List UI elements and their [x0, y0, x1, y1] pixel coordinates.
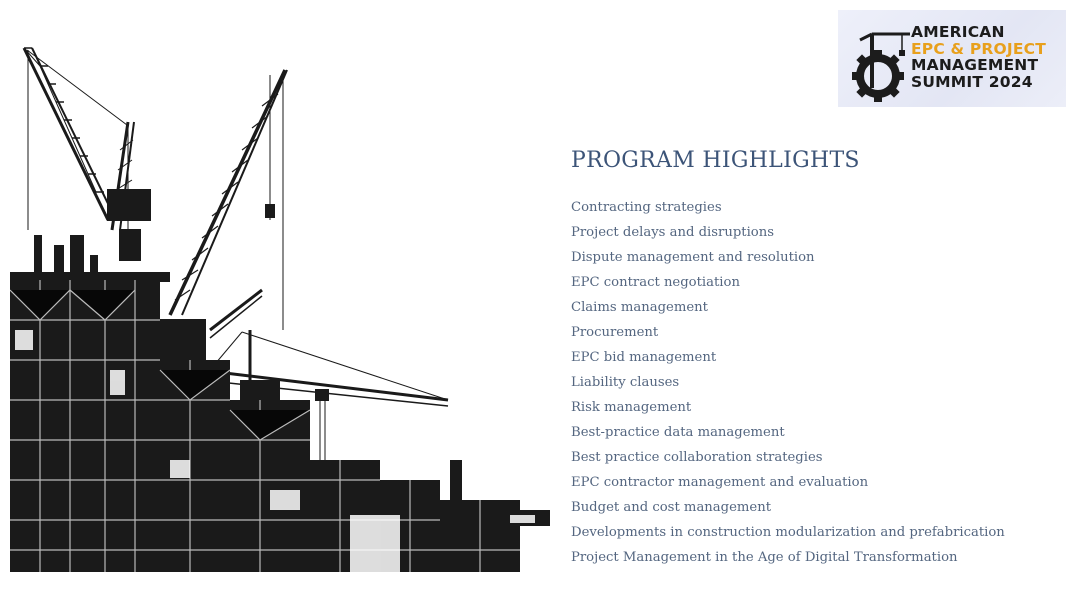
highlight-item: Budget and cost management	[571, 500, 772, 515]
highlight-item: Risk management	[571, 400, 692, 415]
highlight-item: Dispute management and resolution	[571, 250, 815, 265]
industrial-plant-image	[10, 40, 555, 572]
highlight-item: Liability clauses	[571, 375, 680, 390]
highlight-item: EPC bid management	[571, 350, 717, 365]
highlight-item: Procurement	[571, 325, 659, 340]
highlight-item: Contracting strategies	[571, 200, 722, 215]
highlight-item: Claims management	[571, 300, 708, 315]
summit-logo	[838, 10, 1066, 107]
logo-year: 2024	[988, 72, 1033, 91]
program-highlights-heading: PROGRAM HIGHLIGHTS	[571, 148, 860, 173]
program-highlights-list	[571, 198, 1005, 573]
logo-line-4	[911, 74, 1046, 91]
highlight-item: Project delays and disruptions	[571, 225, 774, 240]
logo-line-1: AMERICAN	[911, 23, 1005, 41]
highlight-item: EPC contract negotiation	[571, 275, 740, 290]
gear-crane-icon	[852, 34, 910, 102]
highlight-item: Best-practice data management	[571, 425, 785, 440]
highlight-item: EPC contractor management and evaluation	[571, 475, 869, 490]
highlight-item: Project Management in the Age of Digital Transformation	[571, 550, 958, 565]
highlight-item: Developments in construction modularization and prefabrication	[571, 525, 1005, 540]
logo-summit: SUMMIT	[911, 72, 984, 91]
highlight-item: Best practice collaboration strategies	[571, 450, 823, 465]
logo-line-2: EPC & PROJECT	[911, 39, 1047, 58]
logo-line-3: MANAGEMENT	[911, 56, 1039, 74]
